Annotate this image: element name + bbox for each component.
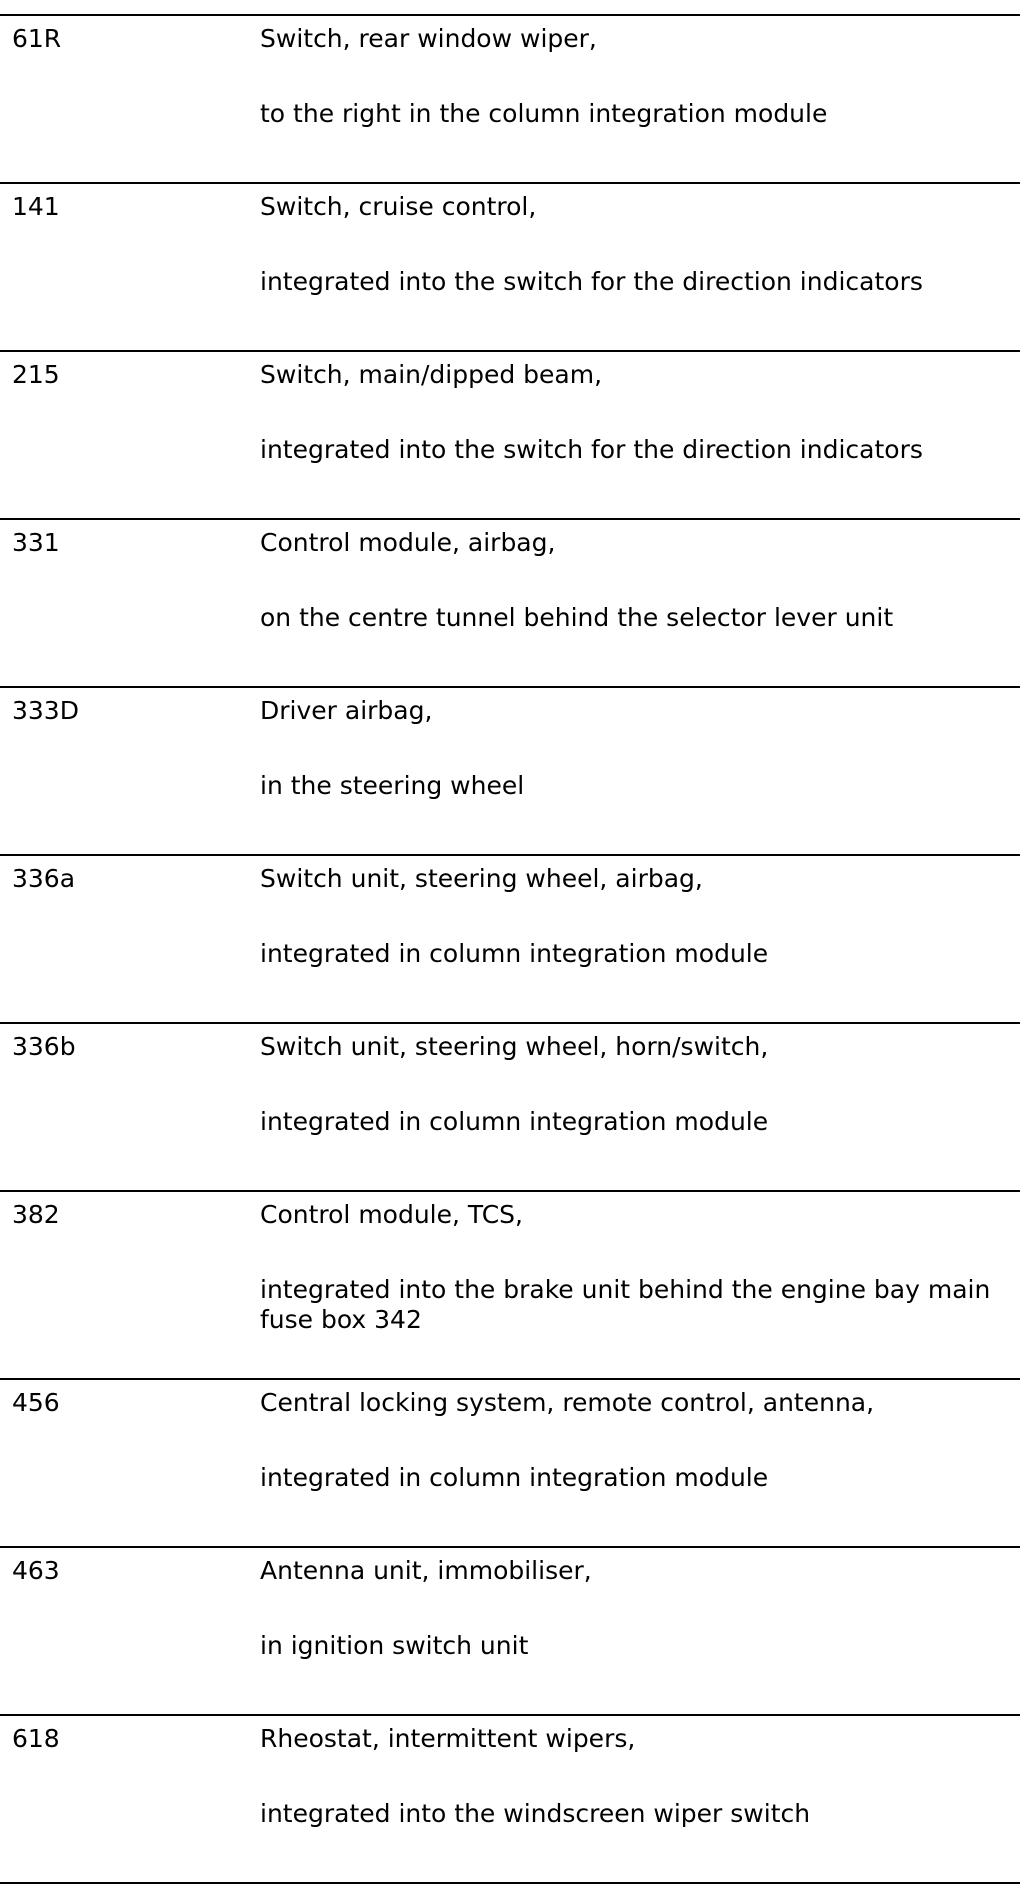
component-title: Driver airbag, bbox=[260, 696, 433, 725]
table-row bbox=[0, 520, 1020, 688]
component-code: 382 bbox=[12, 1200, 60, 1229]
component-description bbox=[260, 360, 1020, 465]
component-title: Switch unit, steering wheel, horn/switch, bbox=[260, 1032, 769, 1061]
table-row bbox=[0, 856, 1020, 1024]
component-title: Switch unit, steering wheel, airbag, bbox=[260, 864, 703, 893]
component-description bbox=[260, 1556, 1020, 1661]
component-code: 618 bbox=[12, 1724, 60, 1753]
component-location: on the centre tunnel behind the selector lever unit bbox=[260, 603, 894, 632]
component-code: 215 bbox=[12, 360, 60, 389]
component-code: 141 bbox=[12, 192, 60, 221]
component-location: integrated in column integration module bbox=[260, 939, 769, 968]
component-title: Control module, airbag, bbox=[260, 528, 556, 557]
component-code: 336a bbox=[12, 864, 76, 893]
table-row bbox=[0, 16, 1020, 184]
component-description bbox=[260, 24, 1020, 129]
component-description bbox=[260, 864, 1020, 969]
component-location: integrated in column integration module bbox=[260, 1463, 769, 1492]
component-title: Rheostat, intermittent wipers, bbox=[260, 1724, 636, 1753]
table-row bbox=[0, 1716, 1020, 1884]
component-code: 333D bbox=[12, 696, 79, 725]
component-code: 331 bbox=[12, 528, 60, 557]
component-description bbox=[260, 1724, 1020, 1829]
component-location: in the steering wheel bbox=[260, 771, 525, 800]
component-description bbox=[260, 696, 1020, 801]
component-description bbox=[260, 1200, 1020, 1335]
component-location: integrated into the switch for the direction indicators bbox=[260, 267, 923, 296]
table-row bbox=[0, 1024, 1020, 1192]
component-table bbox=[0, 14, 1020, 1884]
component-title: Switch, main/dipped beam, bbox=[260, 360, 603, 389]
component-location: to the right in the column integration module bbox=[260, 99, 828, 128]
component-location: in ignition switch unit bbox=[260, 1631, 529, 1660]
component-code: 456 bbox=[12, 1388, 60, 1417]
component-location: integrated into the brake unit behind the engine bay main fuse box 342 bbox=[260, 1275, 991, 1334]
component-location: integrated into the switch for the direction indicators bbox=[260, 435, 923, 464]
component-description bbox=[260, 528, 1020, 633]
component-title: Switch, rear window wiper, bbox=[260, 24, 597, 53]
table-row bbox=[0, 688, 1020, 856]
component-title: Switch, cruise control, bbox=[260, 192, 537, 221]
table-row bbox=[0, 1380, 1020, 1548]
component-location: integrated in column integration module bbox=[260, 1107, 769, 1136]
component-description bbox=[260, 192, 1020, 297]
component-title: Antenna unit, immobiliser, bbox=[260, 1556, 592, 1585]
component-title: Central locking system, remote control, antenna, bbox=[260, 1388, 875, 1417]
component-description bbox=[260, 1032, 1020, 1137]
component-location: integrated into the windscreen wiper switch bbox=[260, 1799, 811, 1828]
table-row bbox=[0, 184, 1020, 352]
table-row bbox=[0, 1548, 1020, 1716]
table-row bbox=[0, 352, 1020, 520]
table-row bbox=[0, 1192, 1020, 1380]
component-code: 61R bbox=[12, 24, 62, 53]
component-code: 336b bbox=[12, 1032, 76, 1061]
component-code: 463 bbox=[12, 1556, 60, 1585]
component-title: Control module, TCS, bbox=[260, 1200, 523, 1229]
component-description bbox=[260, 1388, 1020, 1493]
